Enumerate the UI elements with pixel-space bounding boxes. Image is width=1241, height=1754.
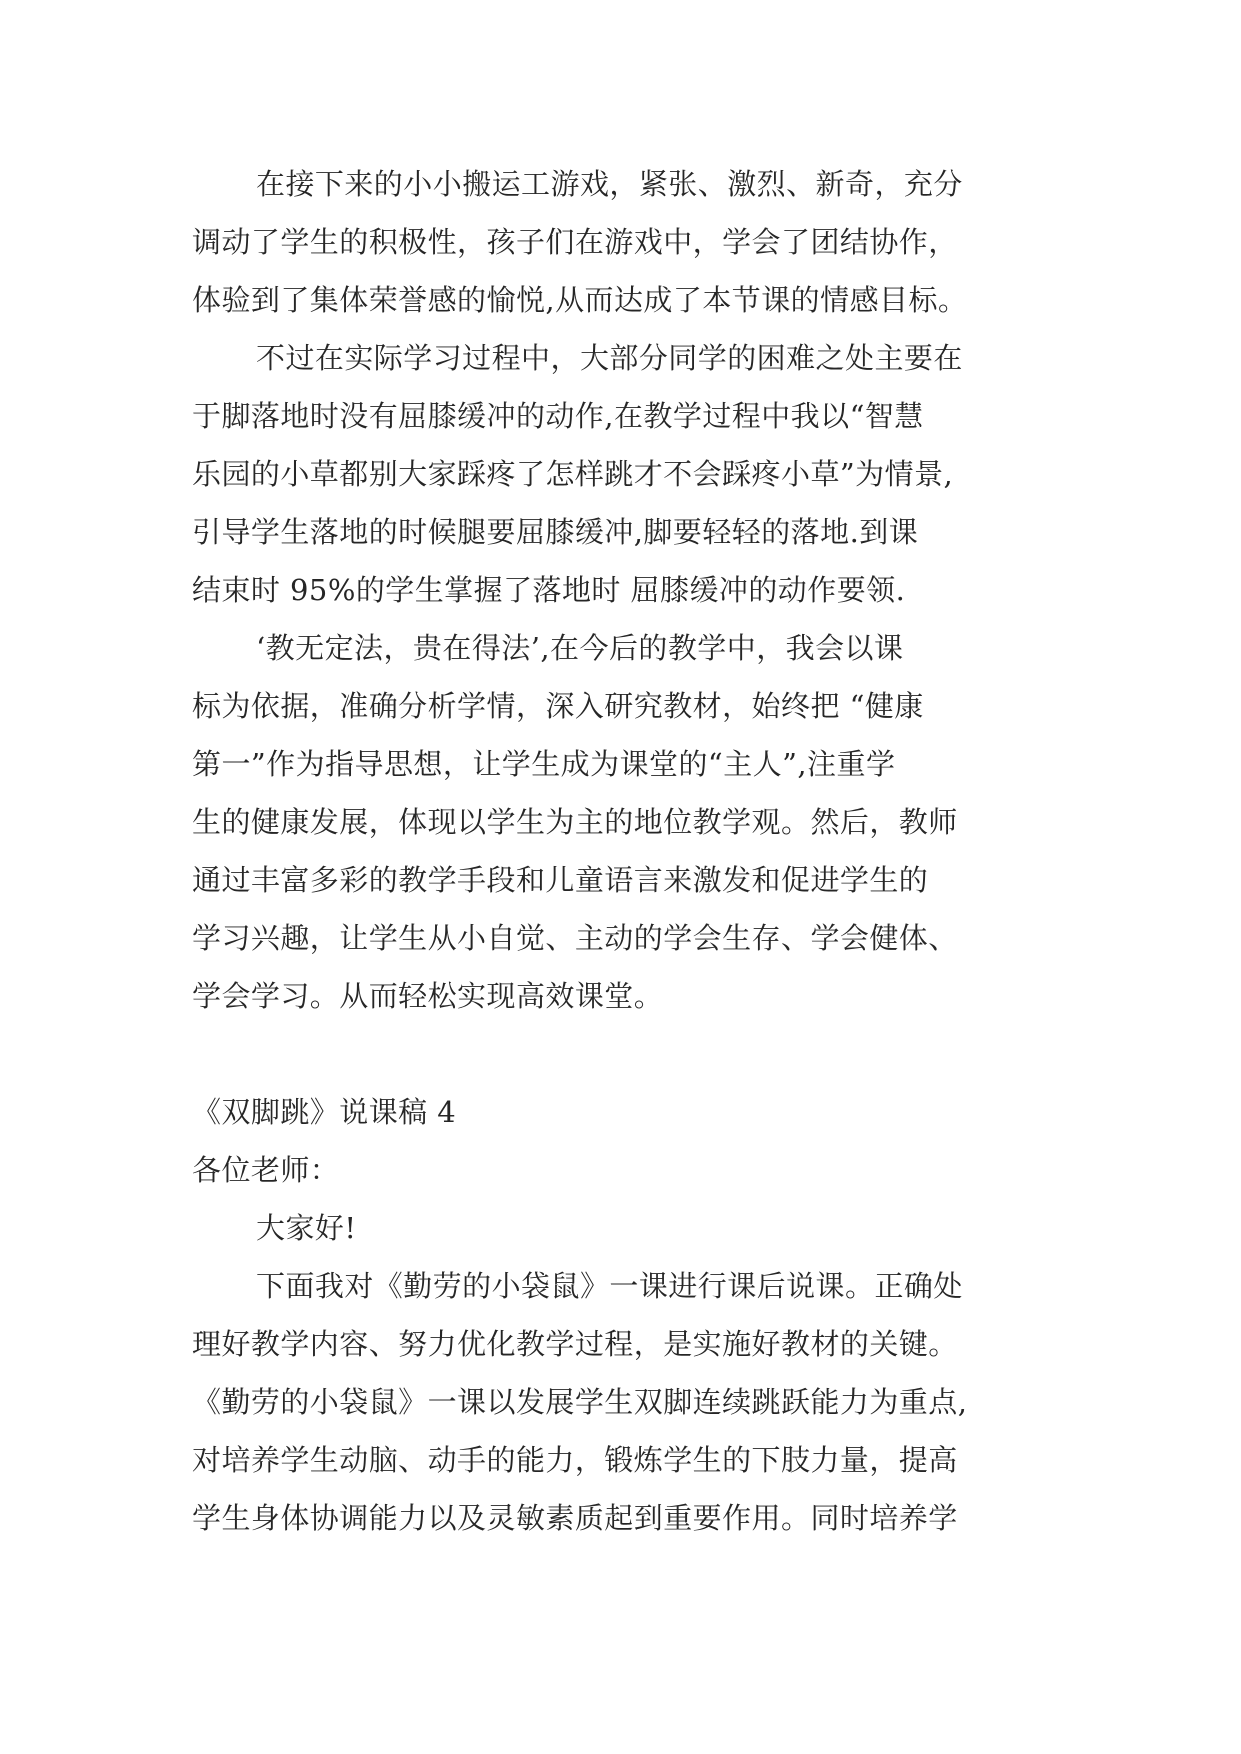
- paragraph-line: 乐园的小草都别大家踩疼了怎样跳才不会踩疼小草”为情景,: [192, 457, 954, 491]
- paragraph-line: 通过丰富多彩的教学手段和儿童语言来激发和促进学生的: [192, 863, 929, 897]
- paragraph-line: 调动了学生的积极性，孩子们在游戏中，学会了团结协作，: [192, 225, 958, 259]
- paragraph-line: 标为依据，准确分析学情，深入研究教材，始终把 “健康: [192, 689, 924, 723]
- paragraph-line: 理好教学内容、努力优化教学过程，是实施好教材的关键。: [192, 1327, 958, 1361]
- greeting: 大家好!: [256, 1211, 357, 1245]
- salutation: 各位老师：: [192, 1153, 340, 1187]
- paragraph-line: 引导学生落地的时候腿要屈膝缓冲,脚要轻轻的落地.到课: [192, 515, 919, 549]
- paragraph-line: 于脚落地时没有屈膝缓冲的动作,在教学过程中我以“智慧: [192, 399, 924, 433]
- paragraph-line: 下面我对《勤劳的小袋鼠》一课进行课后说课。正确处: [256, 1269, 963, 1303]
- paragraph-line: 不过在实际学习过程中，大部分同学的困难之处主要在: [256, 341, 963, 375]
- paragraph-line: 《勤劳的小袋鼠》一课以发展学生双脚连续跳跃能力为重点,: [192, 1385, 968, 1419]
- paragraph-line: ‘教无定法，贵在得法’,在今后的教学中，我会以课: [256, 631, 904, 665]
- paragraph-line: 生的健康发展，体现以学生为主的地位教学观。然后，教师: [192, 805, 958, 839]
- paragraph-line: 对培养学生动脑、动手的能力，锻炼学生的下肢力量，提高: [192, 1443, 958, 1477]
- paragraph-line: 结束时 95%的学生掌握了落地时 屈膝缓冲的动作要领.: [192, 573, 906, 607]
- paragraph-line: 第一”作为指导思想，让学生成为课堂的“主人”,注重学: [192, 747, 896, 781]
- paragraph-line: 学生身体协调能力以及灵敏素质起到重要作用。同时培养学: [192, 1501, 958, 1535]
- paragraph-line: 体验到了集体荣誉感的愉悦,从而达成了本节课的情感目标。: [192, 283, 968, 317]
- paragraph-line: 在接下来的小小搬运工游戏，紧张、激烈、新奇，充分: [256, 167, 963, 201]
- paragraph-line: 学习兴趣，让学生从小自觉、主动的学会生存、学会健体、: [192, 921, 958, 955]
- section-title: 《双脚跳》说课稿 4: [192, 1095, 457, 1129]
- paragraph-line: 学会学习。从而轻松实现高效课堂。: [192, 979, 664, 1013]
